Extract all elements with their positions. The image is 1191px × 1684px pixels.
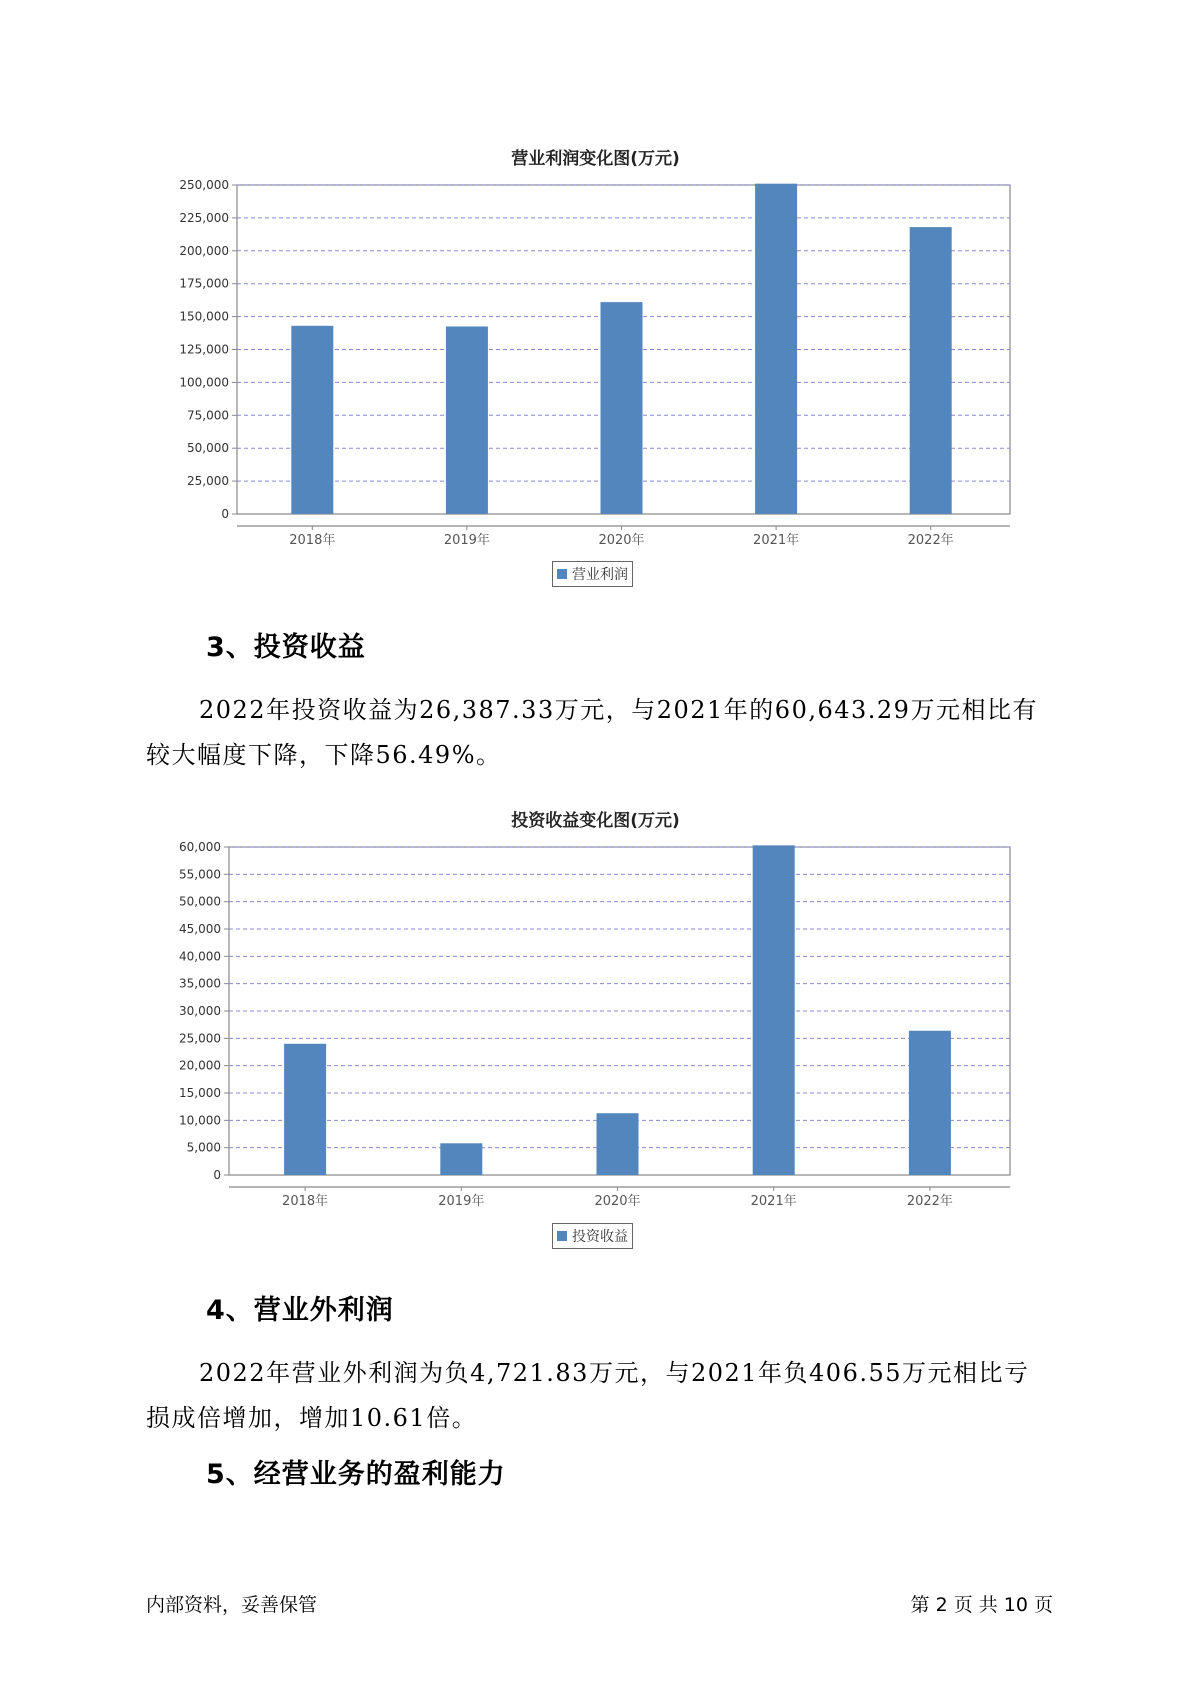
x-tick-label: 2022年 [907, 533, 954, 548]
y-tick-label: 0 [213, 1168, 221, 1182]
y-tick-label: 60,000 [179, 840, 221, 854]
y-tick-label: 50,000 [179, 894, 221, 909]
paragraph-non-operating-profit: 2022年营业外利润为负4,721.83万元，与2021年负406.55万元相比亏损成倍增加，增加10.61倍。 [146, 1359, 1030, 1432]
footer-confidential: 内部资料，妥善保管 [146, 1594, 318, 1616]
x-tick-label: 2022年 [906, 1194, 953, 1209]
y-tick-label: 25,000 [179, 1031, 221, 1046]
footer-page-number: 第 2 页 共 10 页 [910, 1594, 1053, 1616]
bar [909, 1031, 951, 1175]
y-tick-label: 125,000 [179, 342, 229, 357]
bar [284, 1044, 326, 1175]
y-tick-label: 35,000 [179, 976, 221, 991]
y-tick-label: 15,000 [179, 1086, 221, 1100]
y-tick-label: 100,000 [179, 375, 229, 390]
y-tick-label: 0 [221, 507, 229, 521]
y-tick-label: 40,000 [179, 949, 221, 964]
x-tick-label: 2019年 [438, 1194, 485, 1209]
x-tick-label: 2018年 [282, 1194, 329, 1209]
x-tick-label: 2019年 [443, 533, 490, 548]
bar [597, 1113, 639, 1175]
heading-non-operating-profit: 4、营业外利润 [206, 1295, 394, 1326]
y-tick-label: 250,000 [179, 178, 229, 192]
y-tick-label: 30,000 [179, 1004, 221, 1018]
y-tick-label: 45,000 [179, 922, 221, 936]
y-tick-label: 25,000 [187, 474, 229, 489]
legend-label: 营业利润 [572, 567, 628, 583]
chart-title-operating-profit: 营业利润变化图(万元) [511, 149, 680, 169]
x-tick-label: 2021年 [753, 533, 800, 548]
y-tick-label: 20,000 [179, 1058, 221, 1073]
bar [753, 845, 795, 1175]
y-tick-label: 50,000 [187, 441, 229, 456]
y-tick-label: 10,000 [179, 1113, 221, 1128]
y-tick-label: 55,000 [179, 867, 221, 882]
chart-title-investment-income: 投资收益变化图(万元) [511, 811, 680, 831]
y-tick-label: 150,000 [179, 309, 229, 324]
y-tick-label: 75,000 [187, 408, 229, 423]
legend-investment-income [552, 1223, 633, 1249]
heading-business-profitability: 5、经营业务的盈利能力 [206, 1459, 506, 1490]
paragraph-investment-income: 2022年投资收益为26,387.33万元，与2021年的60,643.29万元相比有较大幅度下降，下降56.49%。 [146, 696, 1038, 769]
y-tick-label: 5,000 [186, 1140, 221, 1155]
legend-swatch [557, 1231, 567, 1241]
y-tick-label: 225,000 [179, 210, 229, 225]
y-tick-label: 200,000 [179, 243, 229, 258]
y-tick-label: 175,000 [179, 276, 229, 291]
x-tick-label: 2020年 [594, 1194, 641, 1209]
legend-label: 投资收益 [572, 1229, 628, 1245]
heading-investment-income: 3、投资收益 [206, 632, 366, 663]
x-tick-label: 2021年 [750, 1194, 797, 1209]
x-tick-label: 2020年 [598, 533, 645, 548]
bar [440, 1143, 482, 1175]
x-tick-label: 2018年 [289, 533, 336, 548]
